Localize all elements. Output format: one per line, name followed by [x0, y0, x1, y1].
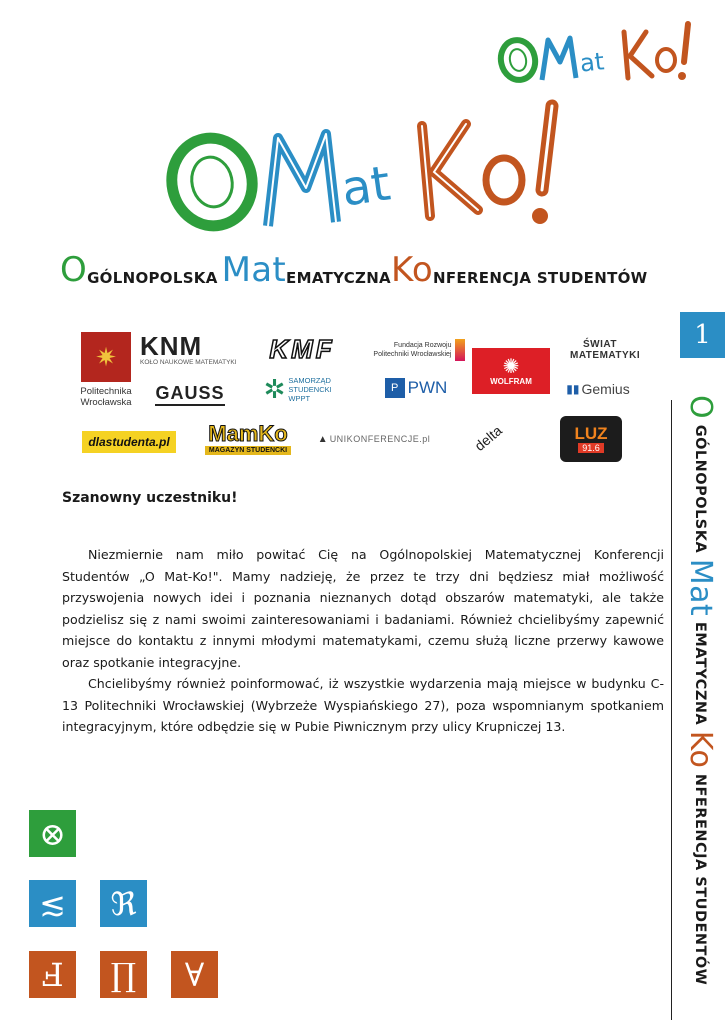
subtitle-initial-o: O: [60, 250, 88, 290]
sponsor-delta: delta: [471, 422, 505, 454]
svg-text:at: at: [578, 47, 606, 78]
subtitle-word-3: NFERENCJA STUDENTÓW: [433, 269, 648, 287]
pwr-crest-icon: ✷: [81, 332, 131, 382]
sponsor-gemius: ▮▮ Gemius: [566, 381, 630, 397]
sidebar-initial-o: O: [683, 395, 718, 420]
sponsor-luz: LUZ 91.6: [560, 416, 622, 462]
sponsor-gauss: GAUSS: [140, 380, 240, 408]
sidebar-conference-title: [683, 395, 723, 1020]
sidebar-word-3: NFERENCJA STUDENTÓW: [692, 773, 708, 986]
lesssim-symbol-tile: ≲: [29, 880, 76, 927]
svg-text:at: at: [338, 155, 394, 218]
sponsor-kmf: KMF: [269, 333, 335, 364]
sidebar-initial-mat: Mat: [683, 558, 718, 617]
subtitle-word-1: GÓLNOPOLSKA: [87, 269, 218, 287]
page-number: 1: [680, 312, 725, 358]
letter-paragraph: Chcielibyśmy również poinformować, iż wszystkie wydarzenia mają miejsce w budynku C-13 Politechniki Wrocławskiej (Wybrzeże Wyspiańskiego 27), poza wspomnianym spotkaniem integracyjnym, które odbędzie się w Pubie Piwnicznym przy ulicy Krupniczej 13.: [62, 676, 664, 734]
unikonferencje-person-icon: ▲: [317, 433, 328, 445]
sponsor-knm: KNM KOŁO NAUKOWE MATEMATYKI: [140, 331, 237, 366]
fundacja-flag-icon: [455, 339, 465, 361]
letter-greeting: Szanowny uczestniku!: [62, 490, 238, 506]
sponsor-pwr: ✷ Politechnika Wrocławska: [76, 330, 136, 410]
subtitle-word-2: EMATYCZNA: [286, 269, 391, 287]
omatko-logo-small: [496, 18, 701, 88]
sponsor-unikonferencje: ▲ UNIKONFERENCJE.pl: [317, 433, 431, 445]
sponsor-dlastudenta: dlastudenta.pl: [82, 431, 176, 453]
samorzad-star-icon: ✲: [263, 373, 286, 404]
omatko-logo-large: [160, 98, 580, 233]
sponsor-pwn: P PWN: [380, 376, 452, 400]
forall-symbol-tile: ∀: [171, 951, 218, 998]
gemius-bars-icon: ▮▮: [566, 382, 580, 396]
sidebar-word-2: EMATYCZNA: [692, 621, 708, 726]
sidebar-initial-ko: Ko: [683, 730, 718, 769]
turned-f-symbol-tile: Ⅎ: [29, 951, 76, 998]
sponsor-fundacja: Fundacja Rozwoju Politechniki Wrocławskiej: [362, 336, 466, 364]
letter-paragraph: Niezmiernie nam miło powitać Cię na Ogólnopolskiej Matematycznej Konferencji Studentów „O Mat-Ko!". Mamy nadzieję, że przez te trzy dni będziesz miał możliwość przyswojenia nowych idei i poznania nieznanych dotąd obszarów matematyki, ale także podzielisz się z nami swoimi zainteresowaniami i badaniami. Również chcielibyśmy zapewnić miejsce do kontaktu z innymi młodymi matematykami, czemu służą liczne przerwy kawowe oraz spotkanie integracyjne.: [62, 547, 664, 670]
otimes-symbol-tile: ⊗: [29, 810, 76, 857]
pwn-box-icon: P: [385, 378, 405, 398]
sponsor-swiat-matematyki: ŚWIAT MATEMATYKI: [570, 339, 641, 361]
conference-subtitle: [60, 243, 670, 290]
subtitle-initial-mat: Mat: [221, 250, 287, 290]
letter-body: [62, 544, 664, 738]
sidebar-divider: [671, 400, 672, 1020]
sponsor-mamko: MamKo MAGAZYN STUDENCKI: [200, 418, 296, 458]
sponsor-wolfram: ✺ WOLFRAM: [472, 348, 550, 394]
sidebar-word-1: GÓLNOPOLSKA: [692, 424, 708, 554]
wolfram-spikey-icon: ✺: [502, 355, 520, 378]
real-part-symbol-tile: ℜ: [100, 880, 147, 927]
sponsor-samorzad: ✲ SAMORZĄD STUDENCKI WPPT: [263, 373, 332, 404]
product-symbol-tile: ∏: [100, 951, 147, 998]
subtitle-initial-ko: Ko: [390, 250, 433, 290]
